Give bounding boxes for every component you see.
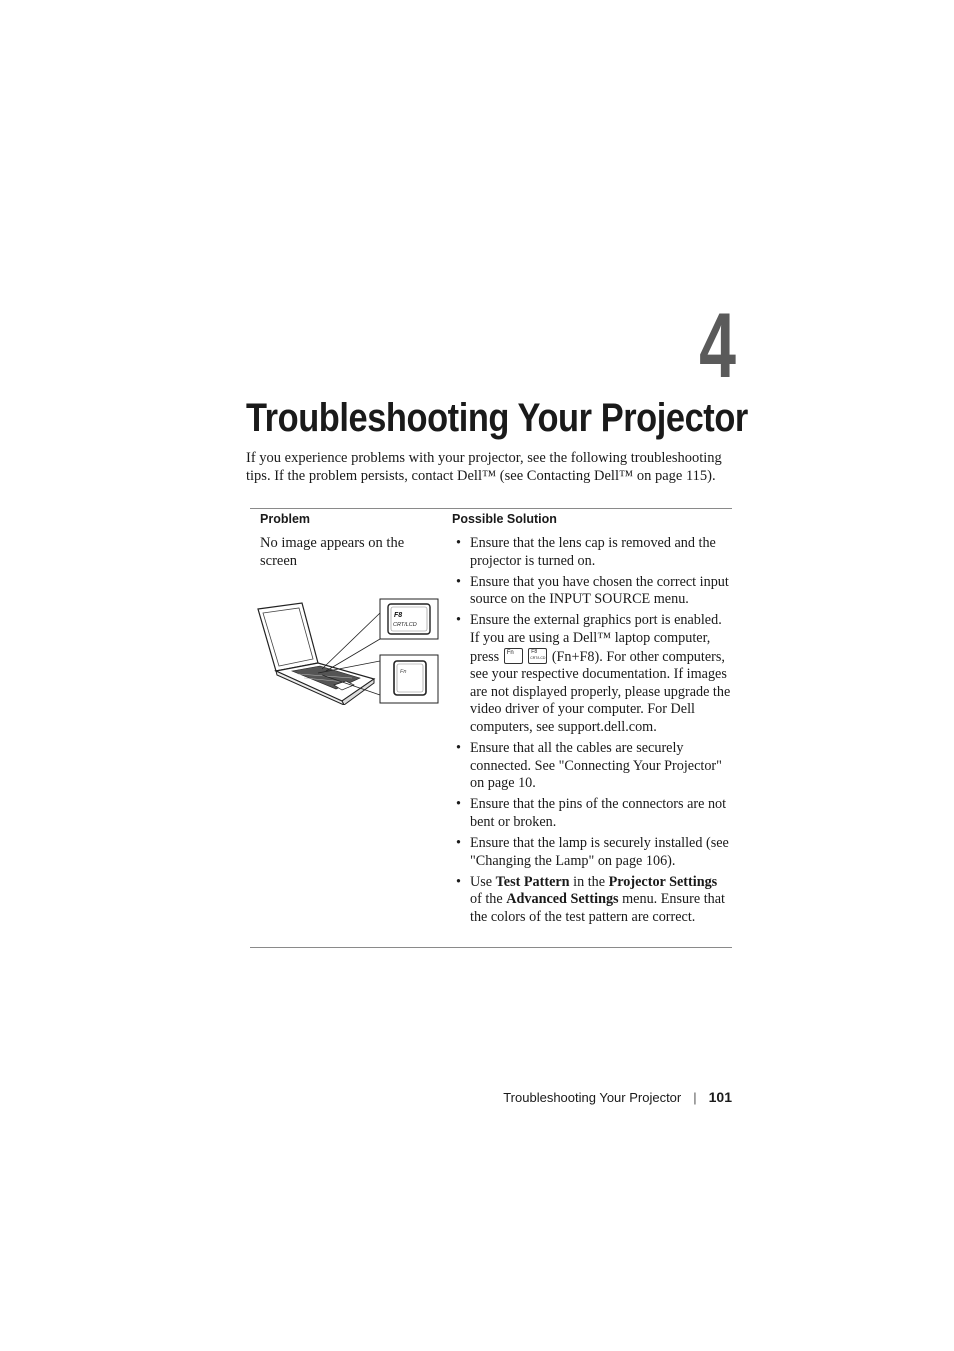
solution-item: • Use Test Pattern in the Projector Settings of the Advanced Settings menu. Ensure that the colors of the test pattern are correct. — [456, 874, 732, 927]
solution-item: • Ensure the external graphics port is enabled. If you are using a Dell™ laptop computer, press Fn F8 CRT/LCD (Fn+F8). For other computers, see your respective documentation. If images are not displayed properly, please upgrade the video driver of your computer. For Dell computers, see support.dell.com. — [456, 612, 732, 736]
page-footer — [420, 1089, 732, 1105]
solution-item: • Ensure that the lamp is securely installed (see "Changing the Lamp" on page 106). — [456, 835, 732, 870]
menu-option-test-pattern: Test Pattern — [495, 873, 570, 890]
fn-key-label: Fn — [400, 669, 407, 675]
f8-key-sublabel: CRT/LCD — [393, 622, 417, 628]
f8-key-icon: F8 CRT/LCD — [528, 648, 547, 664]
fn-key-icon: Fn — [504, 648, 523, 664]
solution-list — [456, 535, 732, 930]
footer-separator: | — [693, 1090, 697, 1105]
laptop-fn-f8-illustration — [256, 595, 442, 705]
chapter-number: 4 — [699, 295, 736, 397]
page-title: Troubleshooting Your Projector — [246, 396, 748, 440]
problem-column-header: Problem — [260, 512, 311, 526]
solution-item: • Ensure that the pins of the connectors are not bent or broken. — [456, 796, 732, 831]
f8-key-label: F8 — [394, 612, 403, 619]
intro-paragraph: If you experience problems with your projector, see the following troubleshooting tips. If the problem persists, contact Dell™ (see Contacting Dell™ on page 115). — [246, 450, 722, 484]
solution-item: • Ensure that the lens cap is removed and the projector is turned on. — [456, 535, 732, 570]
menu-option-advanced-settings: Advanced Settings — [506, 891, 619, 908]
problem-description: No image appears on the screen — [260, 535, 405, 569]
menu-option-projector-settings: Projector Settings — [608, 873, 718, 890]
solution-item: • Ensure that you have chosen the correct input source on the INPUT SOURCE menu. — [456, 574, 732, 609]
solution-column-header: Possible Solution — [452, 512, 557, 526]
troubleshooting-table — [250, 508, 732, 948]
page-number: 101 — [708, 1089, 732, 1105]
solution-item: • Ensure that all the cables are securely connected. See "Connecting Your Projector" on page 10. — [456, 740, 732, 793]
footer-section-title: Troubleshooting Your Projector — [503, 1090, 682, 1105]
